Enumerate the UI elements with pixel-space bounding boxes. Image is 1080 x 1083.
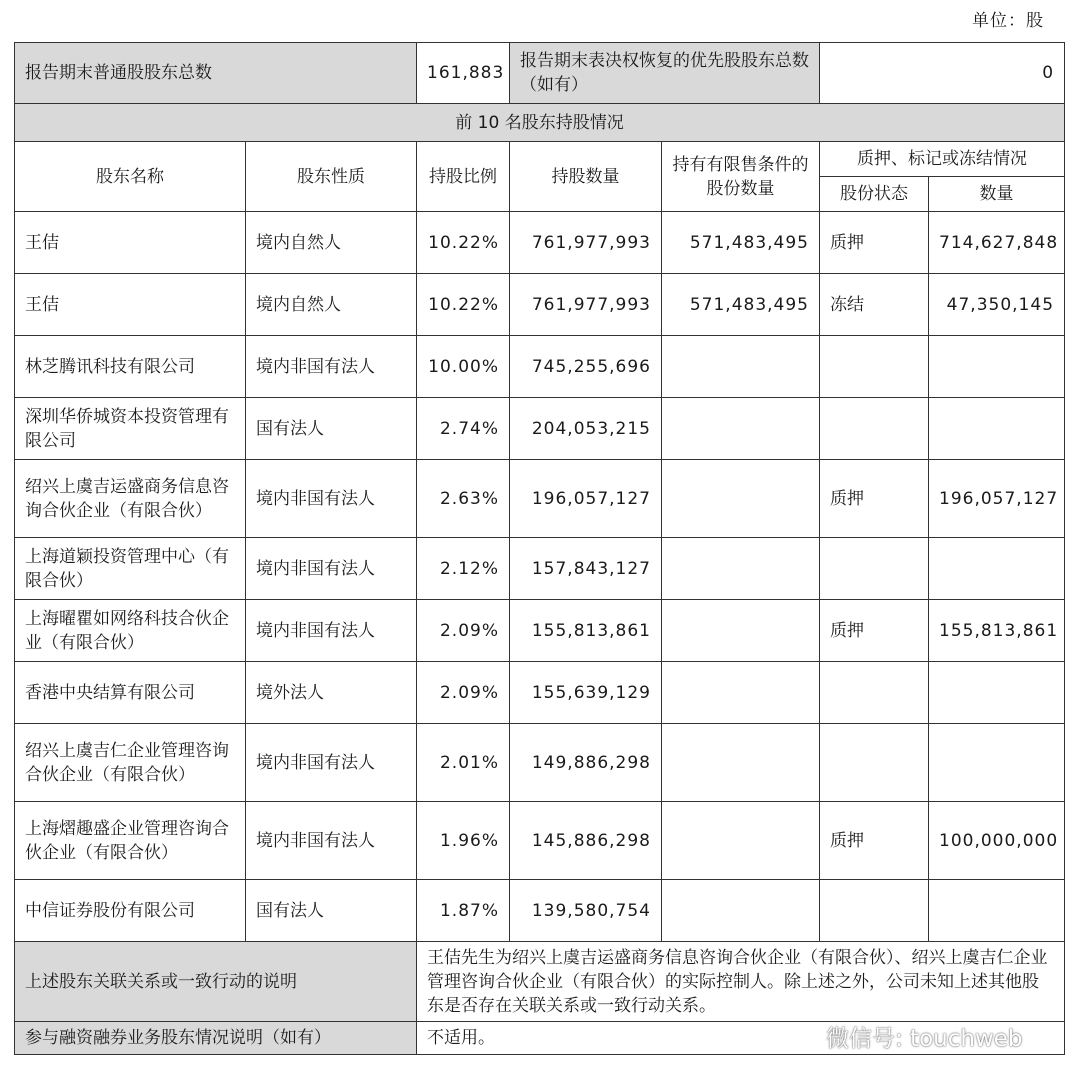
shareholding-quantity: 745,255,696: [510, 336, 662, 398]
table-row: [15, 880, 1065, 942]
shareholder-name: 中信证券股份有限公司: [15, 880, 246, 942]
pledged-amount: [929, 538, 1065, 600]
table-row: [15, 274, 1065, 336]
shareholder-nature: 境内非国有法人: [246, 724, 417, 802]
relation-note-label: 上述股东关联关系或一致行动的说明: [15, 942, 417, 1022]
margin-note-text: 不适用。: [417, 1022, 1065, 1055]
shareholder-nature: 境内非国有法人: [246, 460, 417, 538]
header-ratio: 持股比例: [417, 142, 510, 212]
shareholding-quantity: 761,977,993: [510, 212, 662, 274]
header-restricted: 持有有限售条件的股份数量: [662, 142, 820, 212]
shareholding-ratio: 1.87%: [417, 880, 510, 942]
wechat-watermark: [782, 1020, 1023, 1053]
share-status: [820, 662, 929, 724]
preferred-holders-label: 报告期末表决权恢复的优先股股东总数（如有）: [510, 43, 820, 104]
shareholder-name: 深圳华侨城资本投资管理有限公司: [15, 398, 246, 460]
restricted-shares: [662, 662, 820, 724]
shareholding-ratio: 2.63%: [417, 460, 510, 538]
shareholder-nature: 境内非国有法人: [246, 600, 417, 662]
shareholder-nature: 境内非国有法人: [246, 538, 417, 600]
shareholding-ratio: 10.22%: [417, 212, 510, 274]
pledged-amount: [929, 336, 1065, 398]
table-row: [15, 802, 1065, 880]
shareholding-ratio: 2.09%: [417, 600, 510, 662]
restricted-shares: [662, 460, 820, 538]
share-status: 冻结: [820, 274, 929, 336]
summary-row: [15, 43, 1065, 104]
shareholding-quantity: 155,639,129: [510, 662, 662, 724]
share-status: 质押: [820, 802, 929, 880]
shareholder-name: 上海熠趣盛企业管理咨询合伙企业（有限合伙）: [15, 802, 246, 880]
table-row: [15, 336, 1065, 398]
shareholding-quantity: 139,580,754: [510, 880, 662, 942]
table-row: [15, 724, 1065, 802]
shareholder-nature: 境外法人: [246, 662, 417, 724]
pledged-amount: 47,350,145: [929, 274, 1065, 336]
table-row: [15, 538, 1065, 600]
share-status: [820, 724, 929, 802]
header-name: 股东名称: [15, 142, 246, 212]
shareholding-ratio: 2.74%: [417, 398, 510, 460]
share-status: [820, 336, 929, 398]
shareholder-table: [14, 42, 1065, 1055]
shareholder-nature: 国有法人: [246, 880, 417, 942]
restricted-shares: [662, 336, 820, 398]
shareholding-ratio: 2.09%: [417, 662, 510, 724]
restricted-shares: 571,483,495: [662, 212, 820, 274]
header-row-1: [15, 142, 1065, 177]
header-amount: 数量: [929, 177, 1065, 212]
table-row: [15, 600, 1065, 662]
shareholder-name: 上海道颖投资管理中心（有限合伙）: [15, 538, 246, 600]
restricted-shares: 571,483,495: [662, 274, 820, 336]
share-status: [820, 538, 929, 600]
shareholder-name: 王佶: [15, 212, 246, 274]
shareholder-name: 林芝腾讯科技有限公司: [15, 336, 246, 398]
shareholding-quantity: 761,977,993: [510, 274, 662, 336]
shareholding-quantity: 196,057,127: [510, 460, 662, 538]
section-title: 前 10 名股东持股情况: [15, 104, 1065, 142]
shareholder-nature: 境内非国有法人: [246, 336, 417, 398]
restricted-shares: [662, 802, 820, 880]
pledged-amount: 714,627,848: [929, 212, 1065, 274]
table-row: [15, 398, 1065, 460]
shareholding-quantity: 157,843,127: [510, 538, 662, 600]
pledged-amount: [929, 662, 1065, 724]
restricted-shares: [662, 398, 820, 460]
pledged-amount: 155,813,861: [929, 600, 1065, 662]
common-holders-value: 161,883: [417, 43, 510, 104]
pledged-amount: [929, 724, 1065, 802]
header-quantity: 持股数量: [510, 142, 662, 212]
shareholding-quantity: 149,886,298: [510, 724, 662, 802]
table-row: [15, 212, 1065, 274]
shareholding-quantity: 145,886,298: [510, 802, 662, 880]
shareholder-name: 上海曜瞿如网络科技合伙企业（有限合伙）: [15, 600, 246, 662]
header-status: 股份状态: [820, 177, 929, 212]
shareholder-name: 绍兴上虞吉运盛商务信息咨询合伙企业（有限合伙）: [15, 460, 246, 538]
pledged-amount: 196,057,127: [929, 460, 1065, 538]
wechat-icon: [782, 1022, 820, 1052]
shareholder-nature: 境内非国有法人: [246, 802, 417, 880]
restricted-shares: [662, 724, 820, 802]
shareholder-nature: 国有法人: [246, 398, 417, 460]
shareholder-nature: 境内自然人: [246, 212, 417, 274]
shareholding-ratio: 1.96%: [417, 802, 510, 880]
restricted-shares: [662, 538, 820, 600]
margin-note-label: 参与融资融券业务股东情况说明（如有）: [15, 1022, 417, 1055]
shareholding-ratio: 2.01%: [417, 724, 510, 802]
common-holders-label: 报告期末普通股股东总数: [15, 43, 417, 104]
relation-note-text: 王佶先生为绍兴上虞吉运盛商务信息咨询合伙企业（有限合伙）、绍兴上虞吉仁企业管理咨询合伙企业（有限合伙）的实际控制人。除上述之外，公司未知上述其他股东是否存在关联关系或一致行动关系。: [417, 942, 1065, 1022]
share-status: [820, 880, 929, 942]
shareholder-nature: 境内自然人: [246, 274, 417, 336]
share-status: 质押: [820, 212, 929, 274]
preferred-holders-value: 0: [820, 43, 1065, 104]
table-row: [15, 662, 1065, 724]
share-status: 质押: [820, 600, 929, 662]
header-nature: 股东性质: [246, 142, 417, 212]
shareholder-name: 王佶: [15, 274, 246, 336]
relation-note-row: [15, 942, 1065, 1022]
shareholding-ratio: 10.00%: [417, 336, 510, 398]
shareholding-ratio: 10.22%: [417, 274, 510, 336]
table-row: [15, 460, 1065, 538]
section-title-row: [15, 104, 1065, 142]
shareholding-ratio: 2.12%: [417, 538, 510, 600]
restricted-shares: [662, 880, 820, 942]
pledged-amount: 100,000,000: [929, 802, 1065, 880]
share-status: [820, 398, 929, 460]
pledged-amount: [929, 398, 1065, 460]
restricted-shares: [662, 600, 820, 662]
shareholding-quantity: 204,053,215: [510, 398, 662, 460]
shareholding-quantity: 155,813,861: [510, 600, 662, 662]
header-pledge-group: 质押、标记或冻结情况: [820, 142, 1065, 177]
shareholder-name: 绍兴上虞吉仁企业管理咨询合伙企业（有限合伙）: [15, 724, 246, 802]
shareholder-name: 香港中央结算有限公司: [15, 662, 246, 724]
share-status: 质押: [820, 460, 929, 538]
pledged-amount: [929, 880, 1065, 942]
watermark-text: 微信号: touchweb: [826, 1026, 1023, 1052]
unit-label: 单位：股: [972, 11, 1044, 31]
